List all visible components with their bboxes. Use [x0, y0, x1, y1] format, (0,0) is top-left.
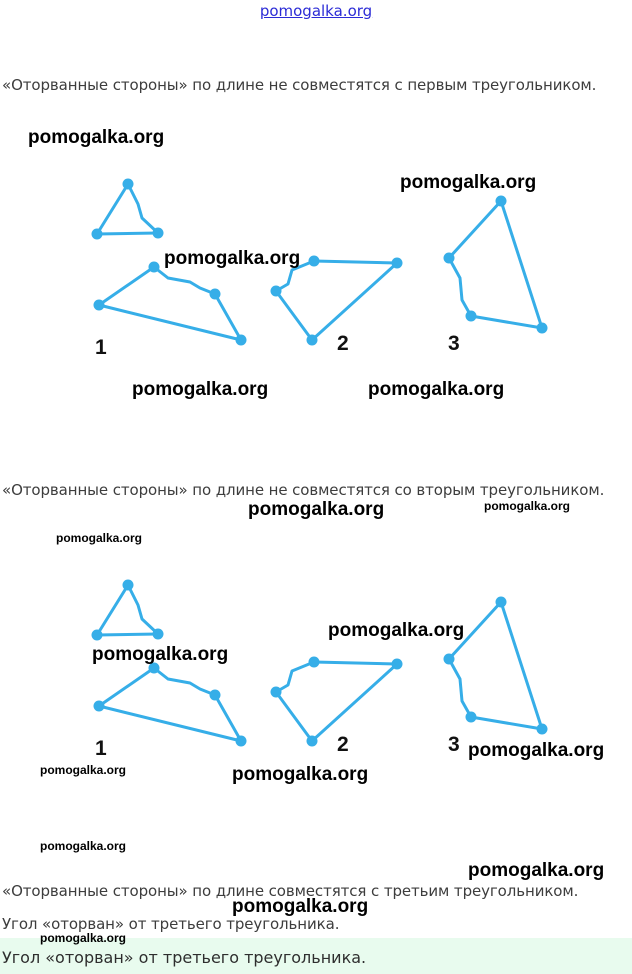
watermark: pomogalka.org	[28, 127, 165, 148]
vertex-dot	[496, 597, 507, 608]
watermark: pomogalka.org	[164, 248, 301, 269]
watermark: pomogalka.org	[132, 379, 269, 400]
watermark: pomogalka.org	[92, 644, 229, 665]
vertex-dot	[92, 630, 103, 641]
vertex-dot	[466, 311, 477, 322]
triangles-diagram	[0, 170, 632, 390]
site-link[interactable]: pomogalka.org	[259, 2, 373, 20]
watermark: pomogalka.org	[40, 839, 127, 853]
vertex-dot	[153, 629, 164, 640]
watermark: pomogalka.org	[232, 764, 369, 785]
vertex-dot	[309, 657, 320, 668]
vertex-dot	[271, 687, 282, 698]
watermark: pomogalka.org	[232, 896, 369, 917]
vertex-dot	[392, 659, 403, 670]
vertex-dot	[444, 654, 455, 665]
vertex-dot	[444, 253, 455, 264]
vertex-dot	[94, 300, 105, 311]
watermark: pomogalka.org	[56, 531, 143, 545]
small-triangle	[97, 585, 158, 635]
figure-label-2: 2	[337, 733, 349, 756]
answer-text: Угол «оторван» от третьего треугольника.	[2, 948, 367, 967]
vertex-dot	[466, 712, 477, 723]
torn-piece-1	[99, 267, 241, 340]
figure-label-1: 1	[95, 737, 107, 760]
figure-label-1: 1	[95, 336, 107, 359]
vertex-dot	[537, 724, 548, 735]
watermark: pomogalka.org	[468, 740, 605, 761]
vertex-dot	[392, 258, 403, 269]
vertex-dot	[149, 262, 160, 273]
vertex-dot	[236, 736, 247, 747]
figure-label-3: 3	[448, 733, 460, 756]
sentence-angle-torn: Угол «оторван» от третьего треугольника.	[2, 915, 340, 933]
vertex-dot	[123, 179, 134, 190]
watermark: pomogalka.org	[368, 379, 505, 400]
vertex-dot	[307, 335, 318, 346]
watermark: pomogalka.org	[248, 499, 385, 520]
vertex-dot	[153, 228, 164, 239]
watermark: pomogalka.org	[40, 763, 127, 777]
vertex-dot	[210, 690, 221, 701]
triangles-figure-1	[0, 170, 632, 390]
vertex-dot	[309, 256, 320, 267]
watermark: pomogalka.org	[40, 931, 127, 945]
vertex-dot	[92, 229, 103, 240]
sentence-first-triangle: «Оторванные стороны» по длине не совместятся с первым треугольником.	[2, 76, 597, 94]
torn-piece-2	[276, 261, 397, 340]
vertex-dot	[123, 580, 134, 591]
vertex-dot	[94, 701, 105, 712]
torn-piece-1	[99, 668, 241, 741]
watermark: pomogalka.org	[468, 860, 605, 881]
vertex-dot	[307, 736, 318, 747]
torn-piece-2	[276, 662, 397, 741]
watermark: pomogalka.org	[328, 620, 465, 641]
small-triangle	[97, 184, 158, 234]
watermark: pomogalka.org	[400, 172, 537, 193]
vertex-dot	[496, 196, 507, 207]
figure-label-3: 3	[448, 332, 460, 355]
vertex-dot	[271, 286, 282, 297]
watermark: pomogalka.org	[484, 499, 571, 513]
figure-label-2: 2	[337, 332, 349, 355]
torn-piece-3	[449, 201, 542, 328]
sentence-third-triangle: «Оторванные стороны» по длине совместятся с третьим треугольником.	[2, 882, 579, 900]
sentence-second-triangle: «Оторванные стороны» по длине не совместятся со вторым треугольником.	[2, 481, 605, 499]
vertex-dot	[236, 335, 247, 346]
vertex-dot	[210, 289, 221, 300]
vertex-dot	[537, 323, 548, 334]
